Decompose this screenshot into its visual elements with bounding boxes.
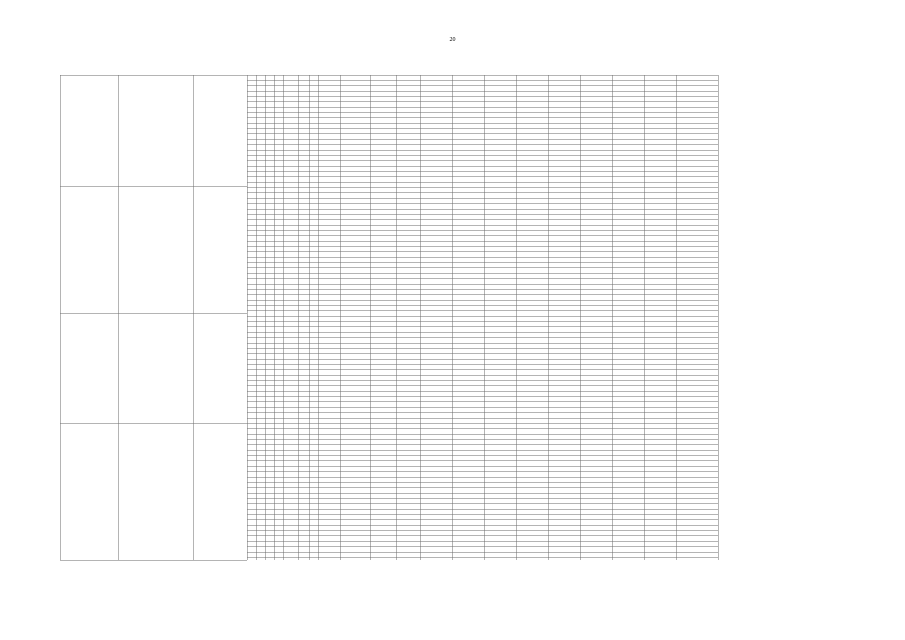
- page-number: 20: [449, 37, 456, 43]
- table-grid: [60, 75, 718, 560]
